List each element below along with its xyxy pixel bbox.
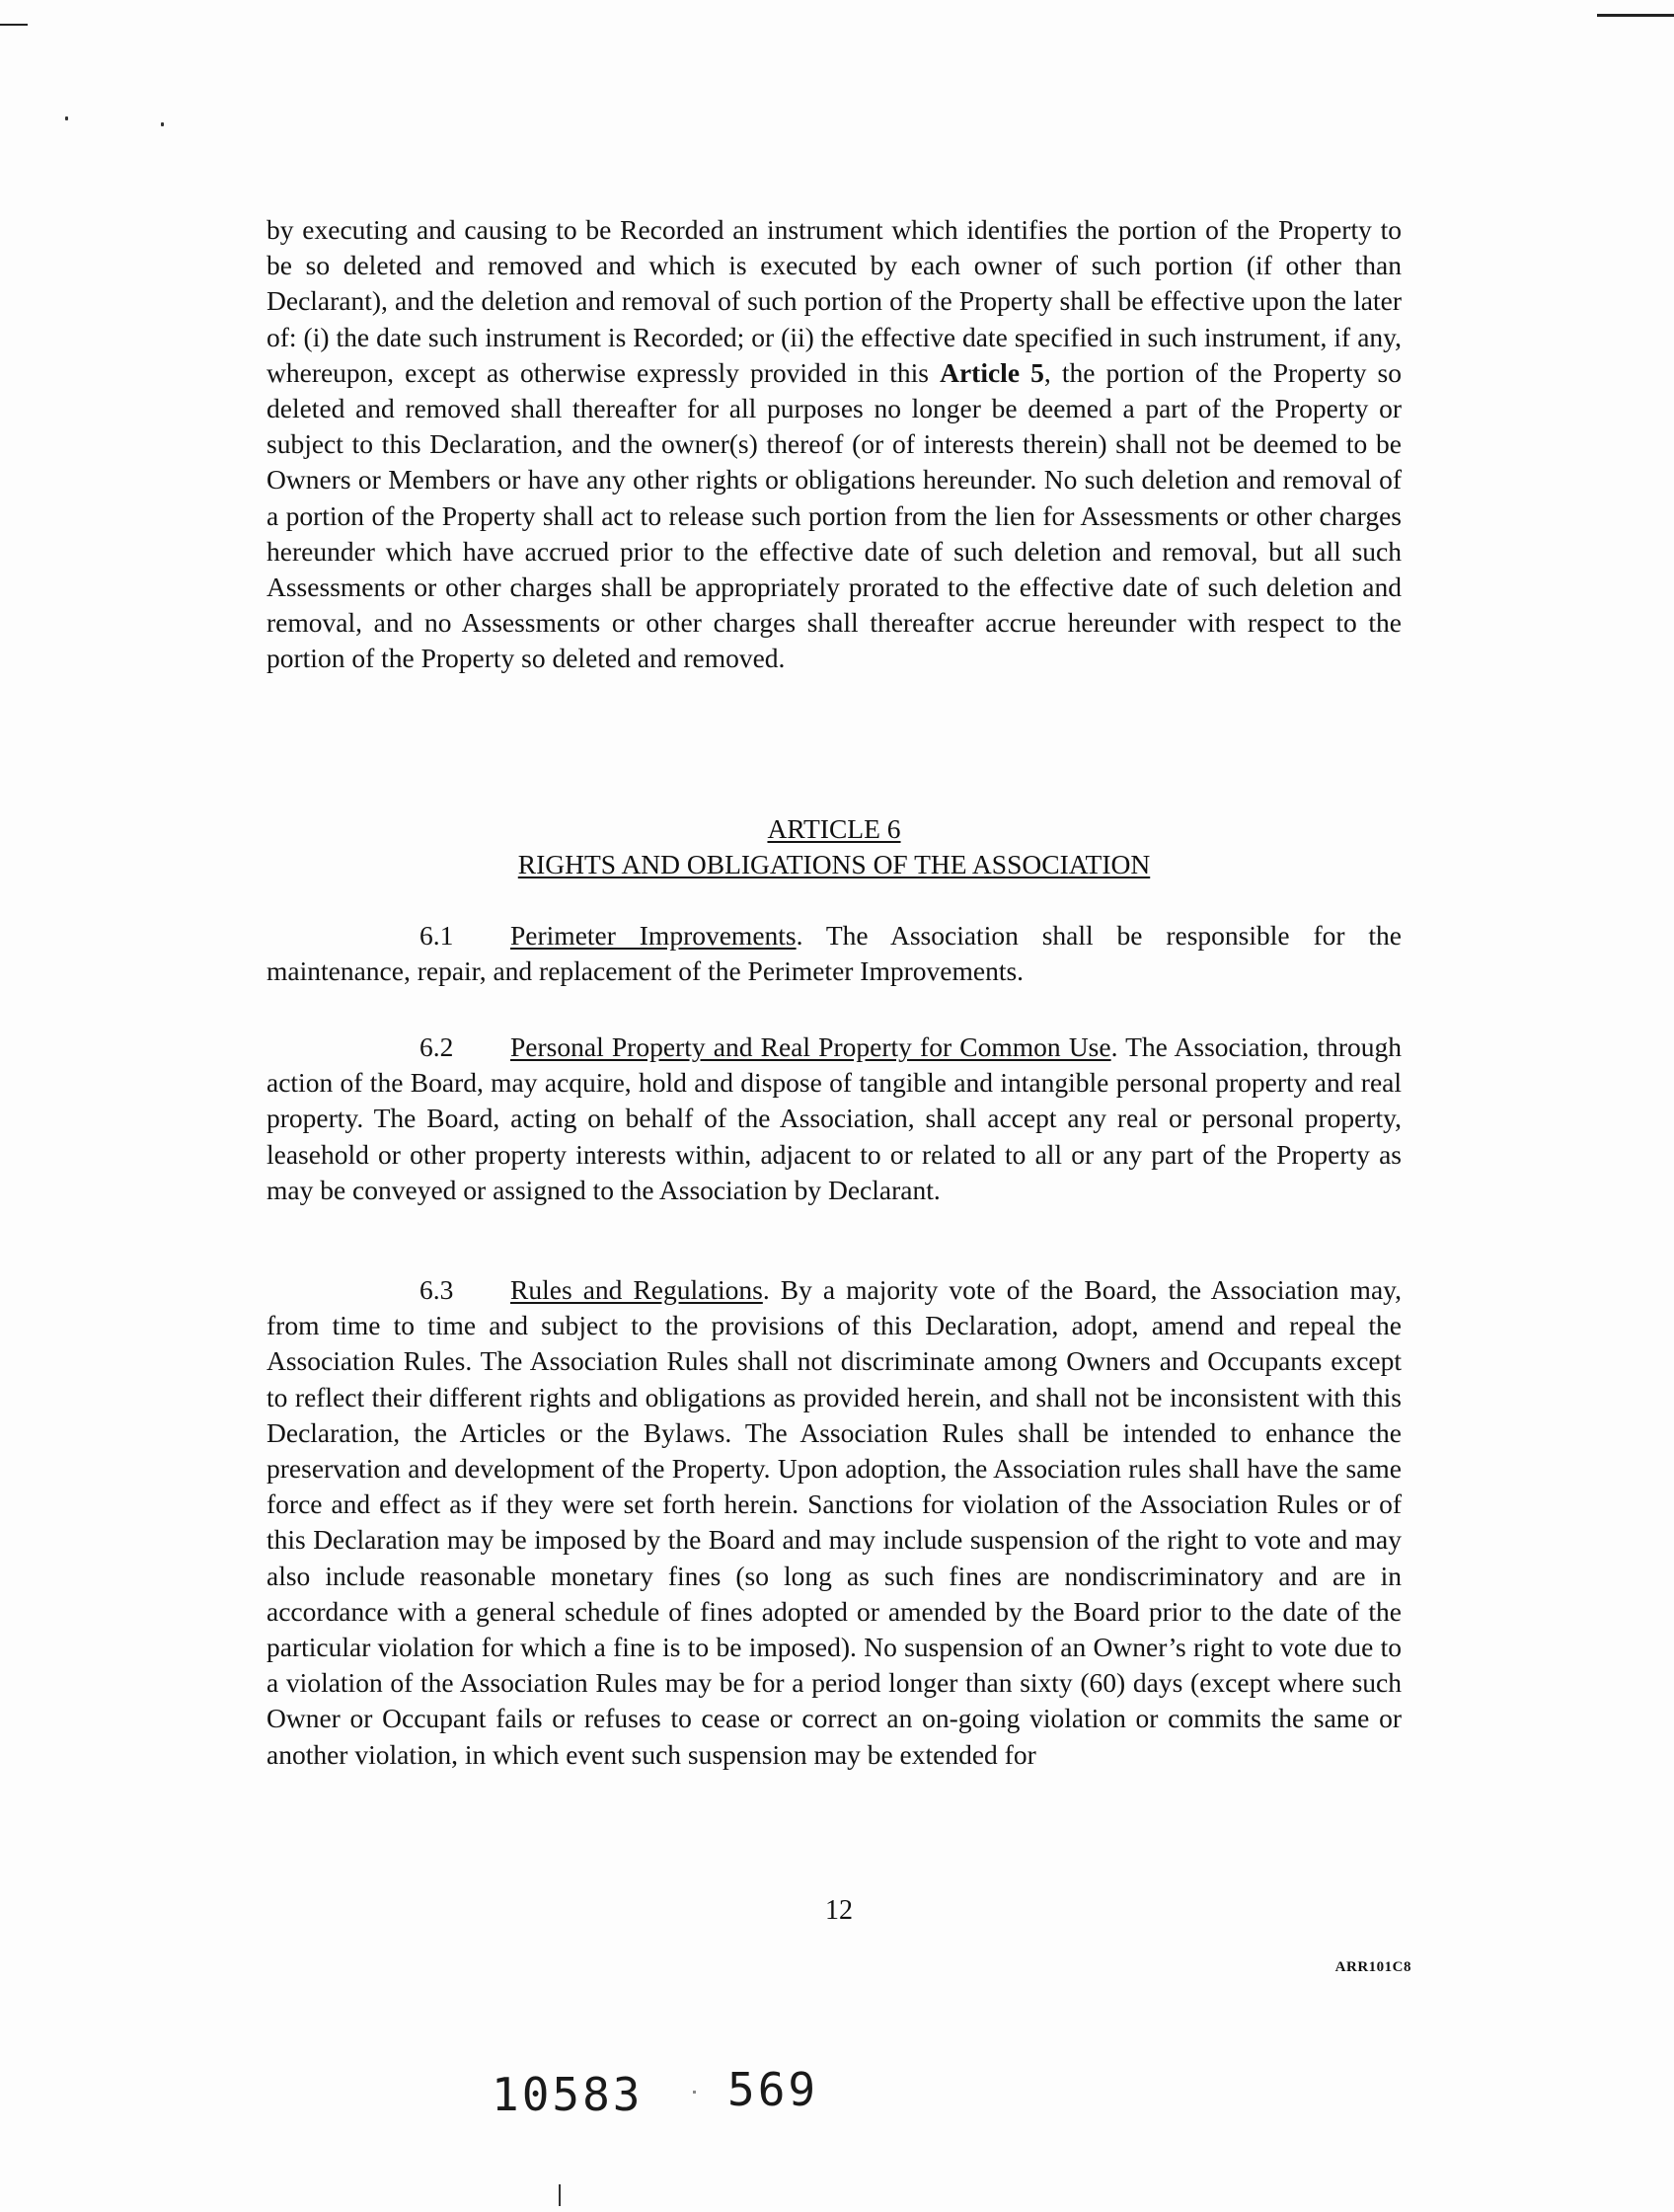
scan-edge-mark: [1597, 14, 1674, 17]
section-number: 6.3: [419, 1274, 454, 1305]
section-text: . The Association, through action of the Board, may acquire, hold and dispose of tangible and intangible personal property and real property. The Board, acting on behalf of the Association, shall accept any real or personal property, leasehold or other property interests within, adjacent to or related to all or any part of the Property as may be conveyed or assigned to the Association by Declarant.: [266, 1031, 1402, 1205]
document-code: ARR101C8: [1334, 1959, 1411, 1975]
page-number: 12: [825, 1895, 853, 1926]
section-6-2: [266, 1030, 1402, 1208]
article-reference: Article 5: [940, 356, 1044, 388]
section-text: . By a majority vote of the Board, the Association may, from time to time and subject to the provisions of this Declaration, adopt, amend and repeal the Association Rules. The Association Rules shall not discriminate among Owners and Occupants except to reflect their different rights and obligations as provided herein, and shall not be inconsistent with this Declaration, the Articles or the Bylaws. The Association Rules shall be intended to enhance the preservation and development of the Property. Upon adoption, the Association rules shall have the same force and effect as if they were set forth herein. Sanctions for violation of the Association Rules or of this Declaration may be imposed by the Board and may include suspension of the right to vote and may also include reasonable monetary fines (so long as such fines are nondiscriminatory and are in accordance with a general schedule of fines adopted or amended by the Board prior to the date of the particular violation for which a fine is to be imposed). No suspension of an Owner’s right to vote due to a violation of the Association Rules may be for a period longer than sixty (60) days (except where such Owner or Occupant fails or refuses to cease or correct an on-going violation or commits the same or another violation, in which event such suspension may be extended for: [266, 1274, 1402, 1770]
scan-speck: [65, 116, 68, 120]
paragraph-text: by executing and causing to be Recorded an instrument which identifies the portion of the Property to be so deleted and removed and which is executed by each owner of such portion (if other than Declarant), and the deletion and removal of such portion of the Property shall be effective upon the later of: (i) the date such instrument is Recorded; or (ii) the effective date specified in such instrument, if any, whereupon, except as otherwise expressly provided in this: [266, 214, 1402, 388]
scan-speck: [161, 122, 164, 126]
article-number: ARTICLE 6: [767, 813, 901, 844]
section-heading: Perimeter Improvements: [510, 920, 797, 951]
article-title: RIGHTS AND OBLIGATIONS OF THE ASSOCIATION: [517, 849, 1151, 879]
section-6-3: [266, 1272, 1402, 1773]
section-heading: Rules and Regulations: [510, 1274, 763, 1305]
scan-edge-mark: [559, 2184, 561, 2206]
section-number: 6.1: [419, 920, 454, 951]
paragraph-text: , the portion of the Property so deleted and removed shall thereafter for all purposes no longer be deemed a part of the Property or subject to this Declaration, and the owner(s) thereof (or of interests therein) shall not be deemed to be Owners or Members or have any other rights or obligations hereunder. No such deletion and removal of a portion of the Property shall act to release such portion from the lien for Assessments or other charges hereunder which have accrued prior to the effective date of such deletion and removal, but all such Assessments or other charges shall be appropriately prorated to the effective date of such deletion and removal, and no Assessments or other charges shall thereafter accrue hereunder with respect to the portion of the Property so deleted and removed.: [266, 356, 1402, 674]
continued-paragraph: [266, 212, 1402, 677]
stamp-separator: [693, 2091, 696, 2094]
article-heading: [266, 811, 1402, 882]
recording-page-number: 569: [727, 2063, 819, 2116]
section-heading: Personal Property and Real Property for Common Use: [510, 1031, 1111, 1062]
section-number: 6.2: [419, 1031, 454, 1062]
section-6-1: [266, 918, 1402, 989]
section-text: . The Association shall be responsible for the maintenance, repair, and replacement of the Perimeter Improvements.: [266, 920, 1402, 987]
recording-book-number: 10583: [492, 2068, 644, 2121]
scan-edge-mark: [0, 24, 28, 26]
